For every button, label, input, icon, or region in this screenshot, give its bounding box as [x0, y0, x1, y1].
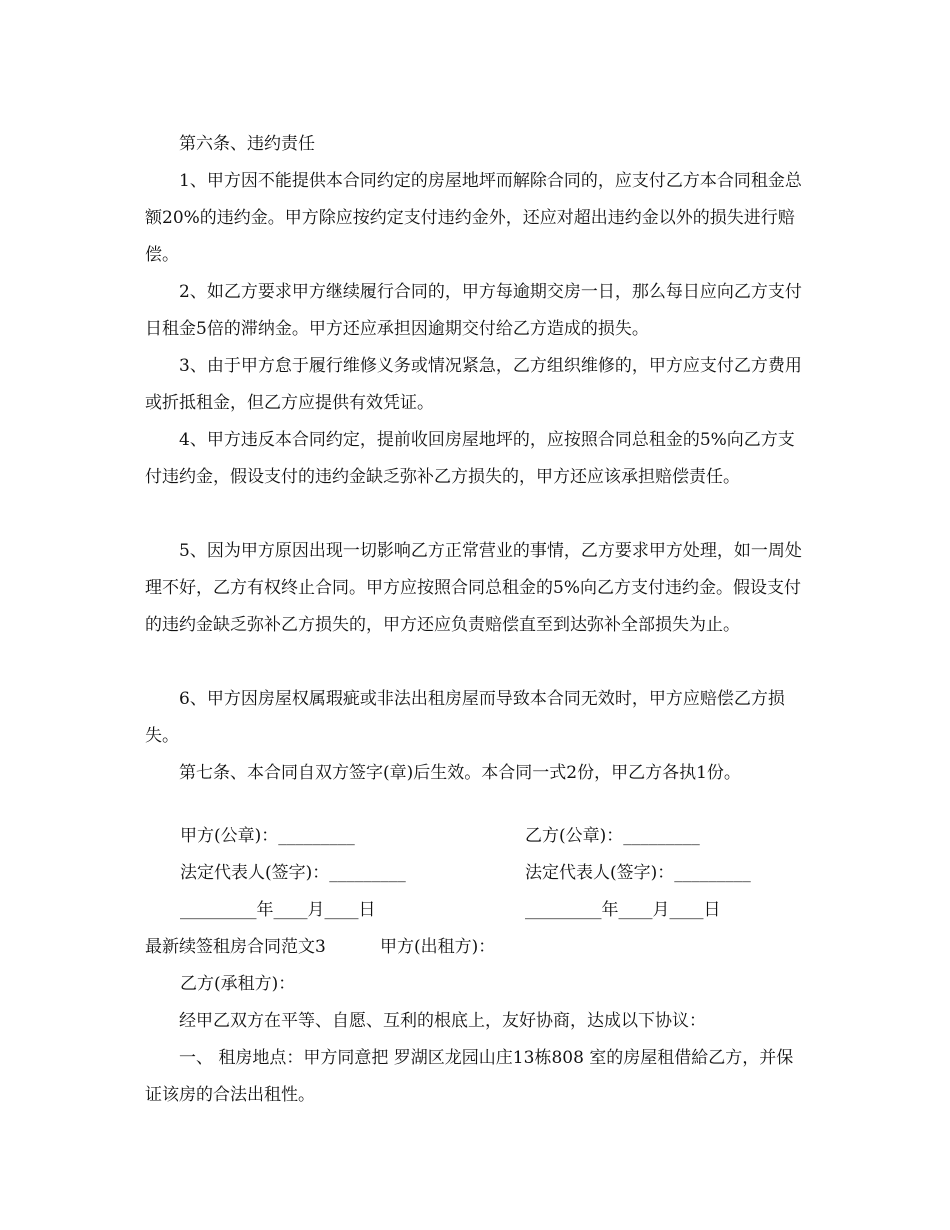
article-6-clause-2: 2、如乙方要求甲方继续履行合同的，甲方每逾期交房一日，那么每日应向乙方支付日租金5倍的滞纳金。甲方还应承担因逾期交付给乙方造成的损失。	[145, 282, 802, 339]
party-b-date-line: _________年____月____日	[525, 900, 721, 920]
party-b-representative-line: 法定代表人(签字)：_________	[525, 863, 751, 883]
article-6-clause-6: 6、甲方因房屋权属瑕疵或非法出租房屋而导致本合同无效时，甲方应赔偿乙方损失。	[145, 689, 785, 746]
article-6-clause-1: 1、甲方因不能提供本合同约定的房屋地坪而解除合同的，应支付乙方本合同租金总额20%的违约金。甲方除应按约定支付违约金外，还应对超出违约金以外的损失进行赔偿。	[145, 171, 802, 265]
article-6-clause-4: 4、甲方违反本合同约定，提前收回房屋地坪的，应按照合同总租金的5%向乙方支付违约金，假设支付的违约金缺乏弥补乙方损失的，甲方还应该承担赔偿责任。	[145, 430, 795, 487]
article-6-clause-3: 3、由于甲方怠于履行维修义务或情况紧急，乙方组织维修的，甲方应支付乙方费用或折抵租金，但乙方应提供有效凭证。	[145, 356, 802, 413]
party-a-representative-line: 法定代表人(签字)：_________	[180, 863, 406, 883]
party-a-date-line: _________年____月____日	[180, 900, 376, 920]
article-6-heading: 第六条、违约责任	[179, 134, 315, 154]
rental-location-clause: 一、 租房地点：甲方同意把 罗湖区龙园山庄13栋808 室的房屋租借給乙方，并保证该房的合法出租性。	[145, 1048, 794, 1105]
lessor-label: 甲方(出租方)：	[380, 937, 496, 957]
party-b-seal-line: 乙方(公章)：_________	[525, 826, 700, 846]
article-6-clause-5: 5、因为甲方原因出现一切影响乙方正常营业的事情，乙方要求甲方处理，如一周处理不好，乙方有权终止合同。甲方应按照合同总租金的5%向乙方支付违约金。假设支付的违约金缺乏弥补乙方损失的，甲方还应负责赔偿直至到达弥补全部损失为止。	[145, 541, 802, 635]
article-7: 第七条、本合同自双方签字(章)后生效。本合同一式2份，甲乙方各执1份。	[179, 763, 741, 783]
party-a-seal-line: 甲方(公章)：_________	[180, 826, 355, 846]
lessee-label: 乙方(承租方)：	[180, 974, 296, 994]
agreement-intro: 经甲乙双方在平等、自愿、互利的根底上，友好协商，达成以下协议：	[179, 1011, 706, 1031]
next-contract-title: 最新续签租房合同范文3	[145, 937, 326, 957]
